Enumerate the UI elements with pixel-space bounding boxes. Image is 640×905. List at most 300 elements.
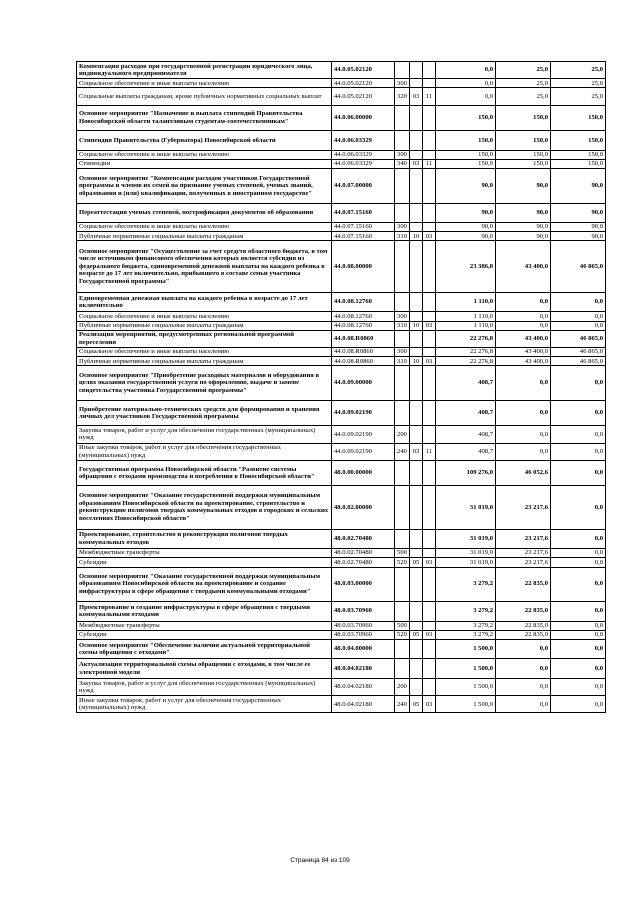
amount-year-2: 150,0: [496, 150, 551, 159]
subsection-code: [423, 659, 436, 679]
section-code: [410, 150, 423, 159]
expense-type-code: 300: [395, 150, 410, 159]
amount-year-3: 0,0: [551, 312, 606, 321]
expense-type-code: [395, 460, 410, 486]
subsection-code: [423, 348, 436, 357]
subsection-code: 03: [423, 321, 436, 330]
subsection-code: [423, 366, 436, 400]
row-name: Государственная программа Новосибирской области "Развитие системы обращения с отходами производства и потребления в Новосибирской области": [77, 460, 332, 486]
table-row: [77, 348, 606, 357]
amount-year-1: 90,0: [436, 203, 496, 223]
table-row: [77, 312, 606, 321]
row-name: Единовременная денежная выплата на каждого ребенка в возрасте до 17 лет включительно: [77, 292, 332, 312]
amount-year-1: 1 500,0: [436, 639, 496, 659]
amount-year-2: 43 400,0: [496, 357, 551, 366]
expense-type-code: [395, 486, 410, 529]
subsection-code: [423, 639, 436, 659]
amount-year-1: 150,0: [436, 105, 496, 131]
amount-year-1: 23 386,8: [436, 241, 496, 292]
table-row: [77, 62, 606, 79]
amount-year-1: 408,7: [436, 443, 496, 460]
section-code: [410, 400, 423, 426]
budget-table-body: [77, 62, 606, 713]
table-row: [77, 601, 606, 621]
target-article-code: 44.0.07.15160: [332, 223, 395, 232]
expense-type-code: [395, 529, 410, 549]
amount-year-3: 0,0: [551, 486, 606, 529]
amount-year-2: 150,0: [496, 131, 551, 151]
row-name: Реализация мероприятий, предусмотренных региональной программой переселения: [77, 330, 332, 347]
subsection-code: [423, 460, 436, 486]
target-article-code: 44.0.08.12760: [332, 312, 395, 321]
row-name: Публичные нормативные социальные выплаты гражданам: [77, 321, 332, 330]
expense-type-code: 520: [395, 630, 410, 639]
section-code: [410, 366, 423, 400]
amount-year-2: 23 217,6: [496, 529, 551, 549]
subsection-code: 11: [423, 88, 436, 105]
section-code: 03: [410, 159, 423, 168]
section-code: 05: [410, 558, 423, 567]
amount-year-3: 46 865,0: [551, 330, 606, 347]
section-code: [410, 330, 423, 347]
amount-year-3: 150,0: [551, 105, 606, 131]
subsection-code: 03: [423, 357, 436, 366]
amount-year-2: 0,0: [496, 366, 551, 400]
amount-year-3: 0,0: [551, 460, 606, 486]
subsection-code: [423, 549, 436, 558]
expense-type-code: 300: [395, 223, 410, 232]
amount-year-1: 408,7: [436, 366, 496, 400]
amount-year-3: 0,0: [551, 366, 606, 400]
row-name: Стипендии: [77, 159, 332, 168]
table-row: [77, 639, 606, 659]
amount-year-2: 90,0: [496, 223, 551, 232]
expense-type-code: 310: [395, 232, 410, 241]
row-name: Основное мероприятие "Назначение и выплата стипендий Правительства Новосибирской области талантливым студентам-соотечественникам": [77, 105, 332, 131]
row-name: Социальное обеспечение и иные выплаты населению: [77, 150, 332, 159]
section-code: [410, 486, 423, 529]
section-code: 10: [410, 357, 423, 366]
section-code: [410, 79, 423, 88]
section-code: [410, 567, 423, 601]
expense-type-code: 520: [395, 558, 410, 567]
table-row: [77, 366, 606, 400]
target-article-code: 48.0.02.00000: [332, 486, 395, 529]
expense-type-code: [395, 330, 410, 347]
row-name: Публичные нормативные социальные выплаты гражданам: [77, 357, 332, 366]
target-article-code: 44.0.05.02120: [332, 88, 395, 105]
target-article-code: 44.0.09.02190: [332, 426, 395, 443]
target-article-code: 44.0.08.12760: [332, 292, 395, 312]
target-article-code: 44.0.09.02190: [332, 400, 395, 426]
table-row: [77, 567, 606, 601]
table-row: [77, 321, 606, 330]
table-row: [77, 400, 606, 426]
table-row: [77, 443, 606, 460]
table-row: [77, 159, 606, 168]
section-code: [410, 203, 423, 223]
amount-year-1: 90,0: [436, 223, 496, 232]
subsection-code: [423, 150, 436, 159]
amount-year-2: 0,0: [496, 426, 551, 443]
amount-year-2: 43 400,0: [496, 241, 551, 292]
amount-year-1: 31 019,0: [436, 529, 496, 549]
amount-year-3: 0,0: [551, 567, 606, 601]
amount-year-1: 0,0: [436, 62, 496, 79]
target-article-code: 48.0.04.02180: [332, 679, 395, 696]
amount-year-3: 90,0: [551, 232, 606, 241]
target-article-code: 44.0.06.03329: [332, 159, 395, 168]
row-name: Иные закупки товаров, работ и услуг для обеспечения государственных (муниципальных) нужд: [77, 696, 332, 713]
amount-year-1: 90,0: [436, 169, 496, 203]
amount-year-1: 1 500,0: [436, 696, 496, 713]
amount-year-1: 22 276,8: [436, 348, 496, 357]
table-row: [77, 357, 606, 366]
expense-type-code: [395, 62, 410, 79]
row-name: Субсидии: [77, 558, 332, 567]
amount-year-3: 46 865,0: [551, 348, 606, 357]
expense-type-code: [395, 105, 410, 131]
budget-table: [76, 61, 606, 713]
subsection-code: [423, 567, 436, 601]
amount-year-2: 25,0: [496, 62, 551, 79]
subsection-code: 03: [423, 558, 436, 567]
target-article-code: 48.0.04.00000: [332, 639, 395, 659]
section-code: [410, 549, 423, 558]
expense-type-code: [395, 601, 410, 621]
target-article-code: 44.0.08.R0860: [332, 348, 395, 357]
target-article-code: 44.0.06.03329: [332, 150, 395, 159]
section-code: [410, 131, 423, 151]
table-row: [77, 292, 606, 312]
amount-year-3: 0,0: [551, 630, 606, 639]
subsection-code: [423, 679, 436, 696]
amount-year-1: 0,0: [436, 88, 496, 105]
expense-type-code: 300: [395, 79, 410, 88]
subsection-code: 11: [423, 443, 436, 460]
amount-year-1: 1 110,0: [436, 312, 496, 321]
amount-year-2: 0,0: [496, 443, 551, 460]
subsection-code: [423, 241, 436, 292]
amount-year-2: 46 052,6: [496, 460, 551, 486]
amount-year-3: 0,0: [551, 659, 606, 679]
row-name: Иные закупки товаров, работ и услуг для обеспечения государственных (муниципальных) нужд: [77, 443, 332, 460]
amount-year-1: 1 500,0: [436, 659, 496, 679]
target-article-code: 48.0.03.00000: [332, 567, 395, 601]
table-row: [77, 232, 606, 241]
section-code: [410, 529, 423, 549]
table-row: [77, 460, 606, 486]
table-row: [77, 150, 606, 159]
target-article-code: 44.0.06.00000: [332, 105, 395, 131]
amount-year-3: 90,0: [551, 169, 606, 203]
subsection-code: [423, 131, 436, 151]
table-row: [77, 203, 606, 223]
row-name: Закупка товаров, работ и услуг для обеспечения государственных (муниципальных) нужд: [77, 426, 332, 443]
amount-year-1: 109 276,0: [436, 460, 496, 486]
amount-year-2: 90,0: [496, 232, 551, 241]
amount-year-2: 90,0: [496, 169, 551, 203]
amount-year-2: 43 400,0: [496, 330, 551, 347]
subsection-code: [423, 203, 436, 223]
amount-year-2: 25,0: [496, 79, 551, 88]
expense-type-code: 300: [395, 348, 410, 357]
subsection-code: 03: [423, 696, 436, 713]
target-article-code: 48.0.03.70960: [332, 601, 395, 621]
amount-year-3: 0,0: [551, 679, 606, 696]
table-row: [77, 426, 606, 443]
amount-year-2: 23 217,6: [496, 486, 551, 529]
row-name: Переаттестация ученых степеней, нострификация документов об образовании: [77, 203, 332, 223]
row-name: Социальные выплаты гражданам, кроме публичных нормативных социальных выплат: [77, 88, 332, 105]
table-row: [77, 105, 606, 131]
row-name: Основное мероприятие "Компенсация расходов участников Государственной программы и членов их семей на признание ученых степеней, ученых званий, образования и (или) квалификации, полученных в иностранном государстве": [77, 169, 332, 203]
amount-year-1: 22 276,8: [436, 357, 496, 366]
amount-year-1: 31 019,0: [436, 558, 496, 567]
expense-type-code: 200: [395, 679, 410, 696]
row-name: Социальное обеспечение и иные выплаты населению: [77, 79, 332, 88]
amount-year-1: 150,0: [436, 150, 496, 159]
expense-type-code: 500: [395, 549, 410, 558]
subsection-code: [423, 223, 436, 232]
section-code: 03: [410, 443, 423, 460]
target-article-code: 48.0.03.70960: [332, 630, 395, 639]
target-article-code: 44.0.05.02120: [332, 62, 395, 79]
subsection-code: 03: [423, 630, 436, 639]
amount-year-2: 25,0: [496, 88, 551, 105]
amount-year-3: 90,0: [551, 203, 606, 223]
amount-year-1: 3 279,2: [436, 567, 496, 601]
target-article-code: 48.0.00.00000: [332, 460, 395, 486]
amount-year-1: 90,0: [436, 232, 496, 241]
amount-year-2: 0,0: [496, 696, 551, 713]
amount-year-3: 25,0: [551, 88, 606, 105]
target-article-code: 48.0.04.02180: [332, 659, 395, 679]
amount-year-1: 3 279,2: [436, 621, 496, 630]
section-code: [410, 639, 423, 659]
amount-year-2: 22 835,0: [496, 621, 551, 630]
section-code: [410, 223, 423, 232]
amount-year-3: 0,0: [551, 292, 606, 312]
table-row: [77, 558, 606, 567]
section-code: [410, 348, 423, 357]
subsection-code: [423, 312, 436, 321]
amount-year-3: 0,0: [551, 558, 606, 567]
amount-year-1: 3 279,2: [436, 630, 496, 639]
expense-type-code: 500: [395, 621, 410, 630]
subsection-code: [423, 601, 436, 621]
table-row: [77, 88, 606, 105]
target-article-code: 48.0.03.70960: [332, 621, 395, 630]
amount-year-3: 0,0: [551, 601, 606, 621]
subsection-code: [423, 621, 436, 630]
expense-type-code: [395, 203, 410, 223]
table-row: [77, 696, 606, 713]
section-code: [410, 105, 423, 131]
amount-year-2: 22 835,0: [496, 601, 551, 621]
amount-year-3: 0,0: [551, 696, 606, 713]
amount-year-3: 46 865,0: [551, 241, 606, 292]
amount-year-1: 150,0: [436, 131, 496, 151]
expense-type-code: [395, 169, 410, 203]
subsection-code: [423, 330, 436, 347]
target-article-code: 48.0.02.70480: [332, 529, 395, 549]
amount-year-2: 90,0: [496, 203, 551, 223]
expense-type-code: 240: [395, 443, 410, 460]
section-code: 05: [410, 696, 423, 713]
section-code: [410, 241, 423, 292]
expense-type-code: [395, 659, 410, 679]
amount-year-1: 408,7: [436, 400, 496, 426]
subsection-code: [423, 400, 436, 426]
target-article-code: 44.0.06.03329: [332, 131, 395, 151]
table-row: [77, 679, 606, 696]
section-code: 03: [410, 88, 423, 105]
expense-type-code: 200: [395, 426, 410, 443]
table-row: [77, 630, 606, 639]
amount-year-2: 150,0: [496, 159, 551, 168]
row-name: Субсидии: [77, 630, 332, 639]
amount-year-3: 0,0: [551, 529, 606, 549]
row-name: Социальное обеспечение и иные выплаты населению: [77, 348, 332, 357]
target-article-code: 48.0.02.70480: [332, 558, 395, 567]
row-name: Социальное обеспечение и иные выплаты населению: [77, 223, 332, 232]
row-name: Межбюджетные трансферты: [77, 549, 332, 558]
row-name: Компенсация расходов при государственной регистрации юридического лица, индивидуального предпринимателя: [77, 62, 332, 79]
row-name: Закупка товаров, работ и услуг для обеспечения государственных (муниципальных) нужд: [77, 679, 332, 696]
amount-year-3: 25,0: [551, 79, 606, 88]
table-row: [77, 529, 606, 549]
section-code: [410, 621, 423, 630]
expense-type-code: [395, 400, 410, 426]
table-row: [77, 131, 606, 151]
table-row: [77, 330, 606, 347]
amount-year-1: 1 110,0: [436, 292, 496, 312]
expense-type-code: [395, 292, 410, 312]
subsection-code: [423, 105, 436, 131]
table-row: [77, 486, 606, 529]
amount-year-2: 0,0: [496, 400, 551, 426]
row-name: Основное мероприятие "Осуществление за счет средств областного бюджета, в том числе источником финансового обеспечения которых является субсидия из федерального бюджета, единовременной денежной выплаты на каждого ребенка в возрасте до 17 лет включительно, прибывшего в составе семьи участника Государственной программы": [77, 241, 332, 292]
expense-type-code: 310: [395, 357, 410, 366]
subsection-code: 11: [423, 159, 436, 168]
amount-year-3: 25,0: [551, 62, 606, 79]
amount-year-2: 43 400,0: [496, 348, 551, 357]
target-article-code: 44.0.08.R0860: [332, 330, 395, 347]
row-name: Проектирование, строительство и реконструкция полигонов твердых коммунальных отходов: [77, 529, 332, 549]
target-article-code: 44.0.09.02190: [332, 443, 395, 460]
amount-year-1: 31 019,0: [436, 486, 496, 529]
target-article-code: 44.0.08.00000: [332, 241, 395, 292]
subsection-code: [423, 62, 436, 79]
amount-year-1: 1 110,0: [436, 321, 496, 330]
target-article-code: 48.0.02.70480: [332, 549, 395, 558]
expense-type-code: [395, 241, 410, 292]
row-name: Публичные нормативные социальные выплаты гражданам: [77, 232, 332, 241]
amount-year-2: 0,0: [496, 312, 551, 321]
expense-type-code: 340: [395, 159, 410, 168]
row-name: Межбюджетные трансферты: [77, 621, 332, 630]
subsection-code: [423, 426, 436, 443]
amount-year-3: 0,0: [551, 621, 606, 630]
table-row: [77, 169, 606, 203]
subsection-code: [423, 79, 436, 88]
amount-year-3: 46 865,0: [551, 357, 606, 366]
target-article-code: 44.0.07.00000: [332, 169, 395, 203]
amount-year-3: 0,0: [551, 400, 606, 426]
amount-year-2: 0,0: [496, 639, 551, 659]
subsection-code: [423, 486, 436, 529]
amount-year-3: 0,0: [551, 639, 606, 659]
section-code: [410, 169, 423, 203]
amount-year-1: 22 276,8: [436, 330, 496, 347]
amount-year-3: 0,0: [551, 321, 606, 330]
section-code: [410, 679, 423, 696]
expense-type-code: 310: [395, 321, 410, 330]
target-article-code: 44.0.08.R0860: [332, 357, 395, 366]
amount-year-3: 0,0: [551, 549, 606, 558]
amount-year-1: 150,0: [436, 159, 496, 168]
row-name: Стипендия Правительства (Губернатора) Новосибирской области: [77, 131, 332, 151]
section-code: [410, 292, 423, 312]
amount-year-2: 22 835,0: [496, 567, 551, 601]
budget-sheet: [76, 61, 605, 713]
row-name: Основное мероприятие "Оказание государственной поддержки муниципальным образованиям Новосибирской области на проектирование, строительство и реконструкцию полигонов твердых коммунальных отходов в городских и сельских поселениях Новосибирской области": [77, 486, 332, 529]
amount-year-3: 150,0: [551, 150, 606, 159]
section-code: [410, 426, 423, 443]
section-code: [410, 312, 423, 321]
amount-year-1: 0,0: [436, 79, 496, 88]
amount-year-3: 0,0: [551, 426, 606, 443]
table-row: [77, 223, 606, 232]
amount-year-1: 3 279,2: [436, 601, 496, 621]
subsection-code: 03: [423, 232, 436, 241]
amount-year-1: 31 019,0: [436, 549, 496, 558]
amount-year-2: 0,0: [496, 321, 551, 330]
amount-year-2: 0,0: [496, 292, 551, 312]
target-article-code: 44.0.09.00000: [332, 366, 395, 400]
amount-year-3: 90,0: [551, 223, 606, 232]
section-code: [410, 659, 423, 679]
target-article-code: 44.0.08.12760: [332, 321, 395, 330]
amount-year-3: 0,0: [551, 443, 606, 460]
table-row: [77, 549, 606, 558]
row-name: Приобретение материально-технических средств для формирования и хранения личных дел участников Государственной программы: [77, 400, 332, 426]
section-code: [410, 601, 423, 621]
expense-type-code: 300: [395, 312, 410, 321]
table-row: [77, 621, 606, 630]
target-article-code: 44.0.07.15160: [332, 232, 395, 241]
table-row: [77, 79, 606, 88]
row-name: Основное мероприятие "Приобретение расходных материалов и оборудования в целях оказания государственной услуги по оформлению, выдаче и замене свидетельства участника Государственной программы": [77, 366, 332, 400]
section-code: [410, 460, 423, 486]
section-code: 05: [410, 630, 423, 639]
amount-year-2: 0,0: [496, 659, 551, 679]
row-name: Социальное обеспечение и иные выплаты населению: [77, 312, 332, 321]
expense-type-code: [395, 366, 410, 400]
amount-year-3: 150,0: [551, 131, 606, 151]
target-article-code: 44.0.05.02120: [332, 79, 395, 88]
section-code: [410, 62, 423, 79]
target-article-code: 48.0.04.02180: [332, 696, 395, 713]
target-article-code: 44.0.07.15160: [332, 203, 395, 223]
expense-type-code: 320: [395, 88, 410, 105]
page-footer: Страница 84 из 109: [290, 857, 350, 864]
subsection-code: [423, 292, 436, 312]
section-code: 10: [410, 321, 423, 330]
expense-type-code: 240: [395, 696, 410, 713]
amount-year-2: 22 835,0: [496, 630, 551, 639]
